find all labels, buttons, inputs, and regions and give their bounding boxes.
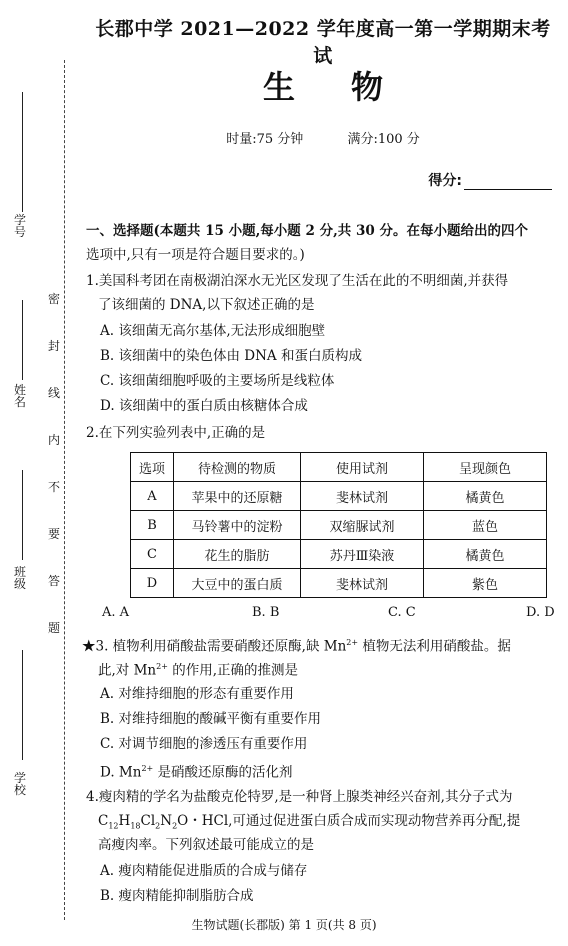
q3-stem-part: ★3. 植物利用硝酸盐需要硝酸还原酶,缺 Mn xyxy=(82,638,347,655)
table-cell: 紫色 xyxy=(424,569,547,598)
table-row xyxy=(131,482,547,511)
table-row xyxy=(131,569,547,598)
table-cell: 大豆中的蛋白质 xyxy=(174,569,301,598)
q3-option-d-part: 是硝酸还原酶的活化剂 xyxy=(153,764,293,781)
q3-option-d xyxy=(100,758,293,784)
q3-option-d-part: D. Mn xyxy=(100,764,142,781)
q2-stem: 2.在下列实验列表中,正确的是 xyxy=(86,425,266,441)
page-footer: 生物试题(长郡版) 第 1 页(共 8 页) xyxy=(191,918,377,932)
q4-option-a: A. 瘦肉精能促进脂质的合成与储存 xyxy=(100,863,308,879)
q1-stem-line1: 1.美国科考团在南极湖泊深水无光区发现了生活在此的不明细菌,并获得 xyxy=(86,273,509,289)
q4-option-b: B. 瘦肉精能抑制脂肪合成 xyxy=(100,888,254,904)
score-field xyxy=(428,170,552,190)
q4-stem-line1: 4.瘦肉精的学名为盐酸克伦特罗,是一种肾上腺类神经兴奋剂,其分子式为 xyxy=(86,789,513,805)
table-cell: B xyxy=(131,511,174,540)
q4-stem-part: O・HCl,可通过促进蛋白质合成而实现动物营养再分配,提 xyxy=(177,813,521,829)
table-header-row xyxy=(131,453,547,482)
table-cell: A xyxy=(131,482,174,511)
ion-charge: 2+ xyxy=(141,764,154,773)
class-line xyxy=(22,470,23,560)
table-cell: 橘黄色 xyxy=(424,540,547,569)
student-no-line xyxy=(22,92,23,212)
q3-option-a: A. 对维持细胞的形态有重要作用 xyxy=(100,686,294,702)
table-header: 呈现颜色 xyxy=(424,453,547,482)
table-header: 待检测的物质 xyxy=(174,453,301,482)
q2-experiment-table xyxy=(130,452,547,598)
q2-choice-c: C. C xyxy=(388,605,416,620)
exam-title: 长郡中学 2021—2022 学年度高一第一学期期末考试 xyxy=(95,18,551,67)
school-label: 学校 xyxy=(14,771,27,797)
ion-charge: 2+ xyxy=(346,638,359,647)
q1-option-c: C. 该细菌细胞呼吸的主要场所是线粒体 xyxy=(100,373,335,389)
section-heading-cont: 选项中,只有一项是符合题目要求的。) xyxy=(86,247,305,263)
q1-option-b: B. 该细菌中的染色体由 DNA 和蛋白质构成 xyxy=(100,348,362,364)
molecular-formula: $C_{12}H_{18}Cl_2N_2$ xyxy=(98,813,178,831)
table-cell: 双缩脲试剂 xyxy=(301,511,424,540)
q1-option-d: D. 该细菌中的蛋白质由核糖体合成 xyxy=(100,398,308,414)
q3-option-b: B. 对维持细胞的酸碱平衡有重要作用 xyxy=(100,711,322,727)
table-row xyxy=(131,511,547,540)
time-limit: 时量:75 分钟 xyxy=(226,132,304,147)
name-line xyxy=(22,300,23,380)
school-line xyxy=(22,650,23,760)
table-cell: 橘黄色 xyxy=(424,482,547,511)
q1-option-a: A. 该细菌无高尔基体,无法形成细胞壁 xyxy=(100,323,326,339)
exam-meta xyxy=(86,128,560,147)
table-cell: 花生的脂肪 xyxy=(174,540,301,569)
q3-stem-part: 此,对 Mn xyxy=(98,662,157,679)
table-header: 选项 xyxy=(131,453,174,482)
name-label: 姓名 xyxy=(14,383,27,409)
seal-dashed-line xyxy=(64,60,65,920)
q3-stem-part: 植物无法利用硝酸盐。据 xyxy=(358,638,511,655)
q2-choice-b: B. B xyxy=(252,605,280,620)
student-no-label: 学号 xyxy=(14,213,27,239)
table-cell: 马铃薯中的淀粉 xyxy=(174,511,301,540)
q2-choice-d: D. D xyxy=(526,605,555,620)
table-cell: 斐林试剂 xyxy=(301,569,424,598)
ion-charge: 2+ xyxy=(156,662,168,671)
table-row xyxy=(131,540,547,569)
q4-stem-line3: 高瘦肉率。下列叙述最可能成立的是 xyxy=(98,837,314,853)
table-cell: 苏丹Ⅲ染液 xyxy=(301,540,424,569)
table-header: 使用试剂 xyxy=(301,453,424,482)
section-heading: 一、选择题(本题共 15 小题,每小题 2 分,共 30 分。在每小题给出的四个 xyxy=(86,223,528,239)
score-label: 得分: xyxy=(428,173,462,189)
table-cell: C xyxy=(131,540,174,569)
table-cell: D xyxy=(131,569,174,598)
q2-choice-a: A. A xyxy=(102,605,130,620)
q1-stem-line2: 了该细菌的 DNA,以下叙述正确的是 xyxy=(98,297,315,313)
class-label: 班级 xyxy=(14,565,27,591)
table-cell: 蓝色 xyxy=(424,511,547,540)
score-blank[interactable] xyxy=(464,175,552,190)
q3-stem-line2 xyxy=(98,656,298,682)
q3-stem-part: 的作用,正确的推测是 xyxy=(167,662,298,679)
q3-option-c: C. 对调节细胞的渗透压有重要作用 xyxy=(100,736,308,752)
binding-margin xyxy=(0,0,70,946)
subject-title: 生物 xyxy=(262,68,439,106)
q3-stem-line1 xyxy=(82,632,511,658)
table-cell: 斐林试剂 xyxy=(301,482,424,511)
full-score: 满分:100 分 xyxy=(347,132,420,147)
seal-line-text: 密封线内不要答题 xyxy=(48,292,61,635)
table-cell: 苹果中的还原糖 xyxy=(174,482,301,511)
